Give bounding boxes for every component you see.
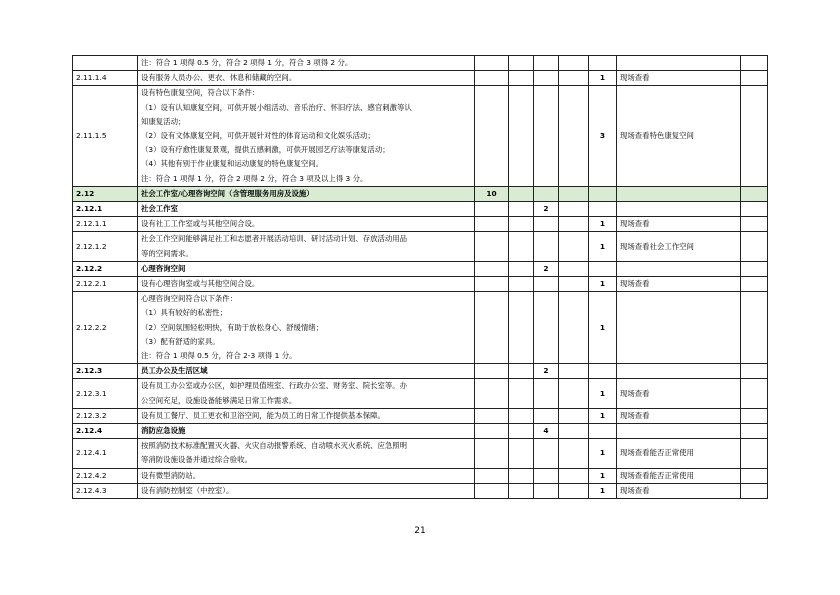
table-row xyxy=(73,439,768,468)
empty-cell xyxy=(559,56,589,71)
content-line: 设有微型消防站。 xyxy=(141,470,201,480)
empty-cell xyxy=(741,232,768,261)
content-line: 消防应急设施 xyxy=(141,426,186,436)
content-line: （1）设有认知康复空间，可供开展小组活动、音乐治疗、怀旧疗法、感官刺激等认 xyxy=(141,102,412,112)
item-content xyxy=(138,408,475,423)
content-line: （4）其他有别于作业康复和运动康复的特色康复空间。 xyxy=(141,159,324,169)
score-subsection xyxy=(534,71,559,86)
empty-cell xyxy=(741,364,768,379)
table-row xyxy=(73,424,768,439)
content-line: （3）设有疗愈性康复景观，提供五感刺激，可供开展园艺疗法等康复活动； xyxy=(141,145,390,155)
check-method: 现场查看 xyxy=(617,483,741,498)
score-subsection: 4 xyxy=(534,424,559,439)
score-item: 1 xyxy=(589,379,617,408)
empty-cell xyxy=(741,186,768,201)
table-row xyxy=(73,364,768,379)
empty-cell xyxy=(741,424,768,439)
score-item: 1 xyxy=(589,483,617,498)
item-code: 2.12 xyxy=(73,186,138,201)
item-code: 2.12.1.2 xyxy=(73,232,138,261)
content-line: 社会工作室/心理咨询空间（含管理服务用房及设施） xyxy=(141,188,314,198)
item-code: 2.12.4.1 xyxy=(73,439,138,468)
score-item: 1 xyxy=(589,232,617,261)
page-number: 21 xyxy=(414,526,426,536)
empty-cell xyxy=(509,468,534,483)
item-code: 2.12.3.2 xyxy=(73,408,138,423)
item-content xyxy=(138,232,475,261)
empty-cell xyxy=(559,217,589,232)
content-line: 设有员工餐厅、员工更衣和卫浴空间，能为员工的日常工作提供基本保障。 xyxy=(141,410,385,420)
content-line: （2）设有文体康复空间，可供开展针对性的体育运动和文化娱乐活动； xyxy=(141,131,375,141)
score-subsection xyxy=(534,217,559,232)
table-row xyxy=(73,232,768,261)
table-row xyxy=(73,468,768,483)
empty-cell xyxy=(509,202,534,217)
content-line: 注：符合 1 项得 0.5 分，符合 2-3 项得 1 分。 xyxy=(141,351,297,361)
empty-cell xyxy=(741,292,768,364)
table-row xyxy=(73,86,768,186)
item-code: 2.12.4 xyxy=(73,424,138,439)
empty-cell xyxy=(509,364,534,379)
score-subsection xyxy=(534,379,559,408)
table-row xyxy=(73,408,768,423)
item-content xyxy=(138,439,475,468)
empty-cell xyxy=(741,217,768,232)
empty-cell xyxy=(559,424,589,439)
table-row xyxy=(73,277,768,292)
empty-cell xyxy=(559,261,589,276)
score-item xyxy=(589,424,617,439)
score-section xyxy=(475,408,509,423)
item-code: 2.12.3 xyxy=(73,364,138,379)
table-body xyxy=(73,56,768,499)
check-method: 现场查看特色康复空间 xyxy=(617,86,741,186)
empty-cell xyxy=(559,71,589,86)
content-line: 等的空间需求。 xyxy=(141,248,193,258)
content-line: 注：符合 1 项得 1 分，符合 2 项得 2 分，符合 3 项及以上得 3 分。 xyxy=(141,173,368,183)
empty-cell xyxy=(559,202,589,217)
score-subsection xyxy=(534,86,559,186)
score-section xyxy=(475,277,509,292)
empty-cell xyxy=(509,379,534,408)
score-item: 1 xyxy=(589,468,617,483)
item-code: 2.12.2 xyxy=(73,261,138,276)
score-subsection xyxy=(534,292,559,364)
table-row xyxy=(73,217,768,232)
score-section xyxy=(475,424,509,439)
item-content xyxy=(138,217,475,232)
score-item: 3 xyxy=(589,86,617,186)
content-line: 社会工作室 xyxy=(141,204,178,214)
item-content xyxy=(138,292,475,364)
empty-cell xyxy=(741,379,768,408)
empty-cell xyxy=(741,468,768,483)
item-code: 2.12.4.3 xyxy=(73,483,138,498)
score-subsection: 2 xyxy=(534,202,559,217)
score-subsection xyxy=(534,277,559,292)
content-line: （1）具有较好的私密性； xyxy=(141,308,228,318)
empty-cell xyxy=(741,439,768,468)
item-content xyxy=(138,277,475,292)
check-method: 现场查看 xyxy=(617,408,741,423)
score-section xyxy=(475,379,509,408)
item-code: 2.11.1.4 xyxy=(73,71,138,86)
item-code: 2.12.4.2 xyxy=(73,468,138,483)
item-code: 2.12.2.2 xyxy=(73,292,138,364)
empty-cell xyxy=(741,202,768,217)
item-code: 2.11.1.5 xyxy=(73,86,138,186)
item-content xyxy=(138,71,475,86)
table-row xyxy=(73,483,768,498)
table-row xyxy=(73,292,768,364)
content-line: 知康复活动； xyxy=(141,116,186,126)
score-item xyxy=(589,261,617,276)
empty-cell xyxy=(509,424,534,439)
score-subsection: 2 xyxy=(534,261,559,276)
item-code: 2.12.1.1 xyxy=(73,217,138,232)
empty-cell xyxy=(559,439,589,468)
empty-cell xyxy=(559,483,589,498)
content-line: 设有服务人员办公、更衣、休息和储藏的空间。 xyxy=(141,73,297,83)
check-method: 现场查看 xyxy=(617,379,741,408)
empty-cell xyxy=(509,217,534,232)
empty-cell xyxy=(509,483,534,498)
empty-cell xyxy=(509,261,534,276)
item-code xyxy=(73,56,138,71)
standards-table xyxy=(72,55,768,499)
score-item: 1 xyxy=(589,277,617,292)
content-line: 员工办公及生活区域 xyxy=(141,366,208,376)
score-section xyxy=(475,364,509,379)
empty-cell xyxy=(741,483,768,498)
content-line: （3）配有舒适的家具。 xyxy=(141,336,220,346)
empty-cell xyxy=(559,364,589,379)
table-row xyxy=(73,56,768,71)
content-line: 设有特色康复空间，符合以下条件： xyxy=(141,88,260,98)
table-row xyxy=(73,261,768,276)
empty-cell xyxy=(741,71,768,86)
item-content xyxy=(138,483,475,498)
score-item xyxy=(589,202,617,217)
item-code: 2.12.2.1 xyxy=(73,277,138,292)
empty-cell xyxy=(741,261,768,276)
check-method: 现场查看能否正常使用 xyxy=(617,468,741,483)
check-method xyxy=(617,202,741,217)
check-method: 现场查看 xyxy=(617,277,741,292)
item-content xyxy=(138,424,475,439)
empty-cell xyxy=(741,56,768,71)
score-item xyxy=(589,364,617,379)
score-section xyxy=(475,217,509,232)
table-row xyxy=(73,202,768,217)
content-line: 设有消防控制室（中控室）。 xyxy=(141,485,234,495)
score-section xyxy=(475,439,509,468)
table-row xyxy=(73,71,768,86)
check-method xyxy=(617,424,741,439)
empty-cell xyxy=(559,232,589,261)
check-method: 现场查看 xyxy=(617,71,741,86)
score-section xyxy=(475,202,509,217)
table-row xyxy=(73,379,768,408)
content-line: 设有员工办公室或办公区，如护理员值班室、行政办公室、财务室、院长室等。办 xyxy=(141,381,408,391)
table-row xyxy=(73,186,768,201)
score-subsection xyxy=(534,408,559,423)
score-section xyxy=(475,261,509,276)
score-section xyxy=(475,483,509,498)
content-line: （2）空间氛围轻松明快，有助于放松身心、舒缓情绪； xyxy=(141,322,324,332)
empty-cell xyxy=(559,186,589,201)
score-item: 1 xyxy=(589,292,617,364)
item-content xyxy=(138,186,475,201)
empty-cell xyxy=(509,277,534,292)
score-item: 1 xyxy=(589,217,617,232)
score-subsection xyxy=(534,232,559,261)
check-method xyxy=(617,364,741,379)
empty-cell xyxy=(509,86,534,186)
content-line: 注：符合 1 项得 0.5 分，符合 2 项得 1 分，符合 3 项得 2 分。 xyxy=(141,58,353,67)
empty-cell xyxy=(741,408,768,423)
score-item: 1 xyxy=(589,408,617,423)
score-section xyxy=(475,292,509,364)
empty-cell xyxy=(559,292,589,364)
score-section xyxy=(475,232,509,261)
content-line: 心理咨询空间 xyxy=(141,263,186,273)
empty-cell xyxy=(509,439,534,468)
content-line: 按照消防技术标准配置灭火器、火灾自动报警系统、自动喷水灭火系统、应急照明 xyxy=(141,441,408,451)
item-content xyxy=(138,261,475,276)
empty-cell xyxy=(509,232,534,261)
item-content xyxy=(138,364,475,379)
empty-cell xyxy=(509,71,534,86)
score-item: 1 xyxy=(589,71,617,86)
score-item: 1 xyxy=(589,439,617,468)
check-method: 现场查看社会工作空间 xyxy=(617,232,741,261)
score-item xyxy=(589,186,617,201)
item-code: 2.12.1 xyxy=(73,202,138,217)
content-line: 公空间充足，设施设备能够满足日常工作需求。 xyxy=(141,395,297,405)
empty-cell xyxy=(559,379,589,408)
empty-cell xyxy=(509,408,534,423)
empty-cell xyxy=(559,408,589,423)
empty-cell xyxy=(509,292,534,364)
content-line: 设有心理咨询室或与其他空间合设。 xyxy=(141,279,260,289)
item-content xyxy=(138,86,475,186)
score-section: 10 xyxy=(475,186,509,201)
score-subsection xyxy=(534,468,559,483)
check-method xyxy=(617,56,741,71)
score-section xyxy=(475,468,509,483)
score-section xyxy=(475,86,509,186)
item-code: 2.12.3.1 xyxy=(73,379,138,408)
score-item xyxy=(589,56,617,71)
check-method: 现场查看能否正常使用 xyxy=(617,439,741,468)
score-subsection xyxy=(534,56,559,71)
item-content xyxy=(138,379,475,408)
empty-cell xyxy=(559,277,589,292)
score-subsection xyxy=(534,186,559,201)
empty-cell xyxy=(509,56,534,71)
content-line: 设有社工工作室或与其他空间合设。 xyxy=(141,219,260,229)
item-content xyxy=(138,468,475,483)
score-section xyxy=(475,56,509,71)
empty-cell xyxy=(741,86,768,186)
content-line: 等消防设施设备并通过综合验收。 xyxy=(141,455,252,465)
empty-cell xyxy=(741,277,768,292)
content-line: 社会工作空间能够满足社工和志愿者开展活动培训、研讨活动计划、存放活动用品 xyxy=(141,234,408,244)
empty-cell xyxy=(559,468,589,483)
item-content xyxy=(138,56,475,71)
check-method xyxy=(617,261,741,276)
item-content xyxy=(138,202,475,217)
check-method xyxy=(617,292,741,364)
score-subsection xyxy=(534,483,559,498)
content-line: 心理咨询空间符合以下条件： xyxy=(141,294,238,304)
score-subsection: 2 xyxy=(534,364,559,379)
score-subsection xyxy=(534,439,559,468)
empty-cell xyxy=(509,186,534,201)
check-method: 现场查看 xyxy=(617,217,741,232)
score-section xyxy=(475,71,509,86)
empty-cell xyxy=(559,86,589,186)
check-method xyxy=(617,186,741,201)
